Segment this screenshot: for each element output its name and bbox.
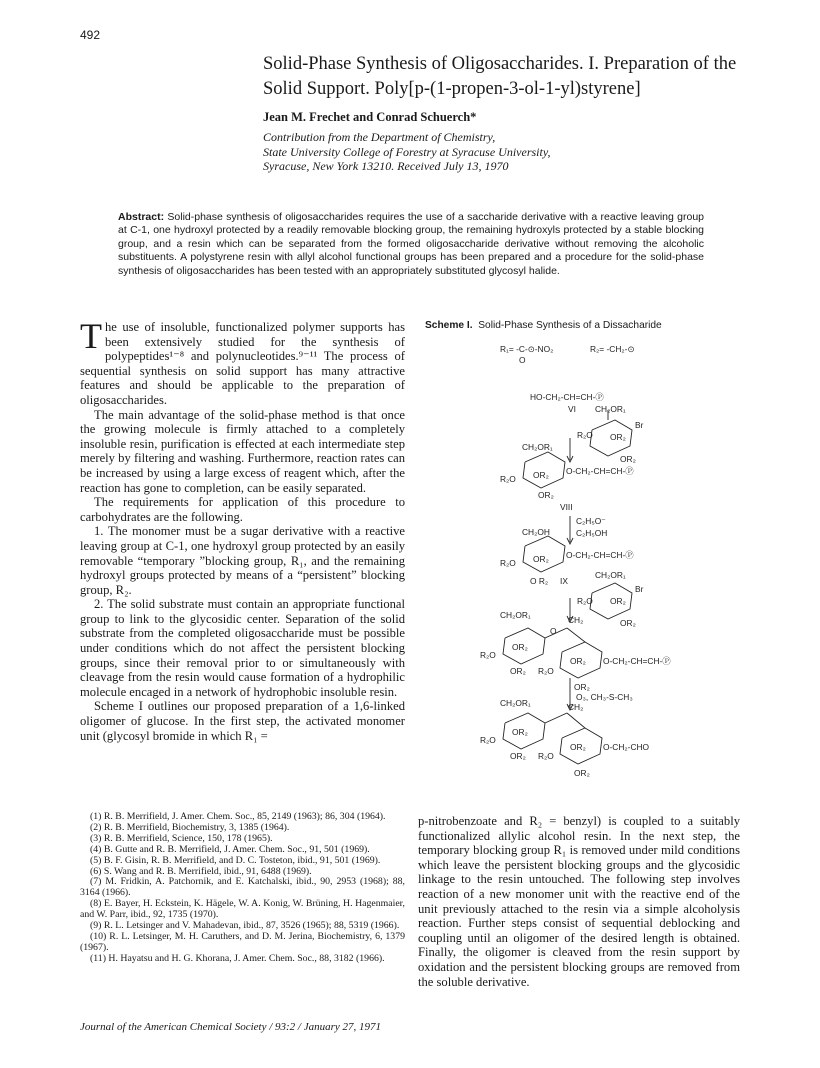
reference: (5) B. F. Gisin, R. B. Merrifield, and D. C. Tosteton, ibid., 91, 501 (1969). — [90, 854, 381, 866]
substituent: OR₂ — [574, 768, 590, 778]
substituent: OR₂ — [538, 490, 554, 500]
r1-definition: R₁= -C-⊙-NO₂ — [500, 344, 554, 354]
paragraph: 1. The monomer must be a sugar derivative with a reactive leaving group at C-1, one hydroxyl group protected by an easily removable “temporary ”blocking group, R₁, and the remaining hydroxyl groups protected by means of a “persistent” blocking group, R₂. — [80, 524, 405, 597]
substituent: OR₂ — [610, 596, 626, 606]
substituent: CH₂ — [568, 615, 584, 625]
substituent: OR₂ — [512, 727, 528, 737]
scheme-caption — [425, 320, 662, 331]
substituent: OR₂ — [512, 642, 528, 652]
substituent: R₂O — [500, 558, 516, 568]
paragraph — [80, 316, 405, 408]
reference: (4) B. Gutte and R. B. Merrifield, J. Amer. Chem. Soc., 91, 501 (1969). — [90, 843, 370, 855]
linker: O-CH₂-CH=CH-Ⓟ — [603, 656, 671, 666]
body-left-column — [80, 316, 405, 743]
glycosidic-o: O — [550, 626, 557, 636]
substituent: OR₂ — [620, 454, 636, 464]
article-title: Solid-Phase Synthesis of Oligosaccharides. I. Preparation of the Solid Support. Poly[p-(1-propen-3-ol-1-yl)styrene] — [263, 54, 737, 99]
paragraph-text: he use of insoluble, functionalized polymer supports has been extensively studied for the synthesis of polypeptides¹⁻⁸ and polynucleotides.⁹⁻¹¹ The process of sequential synthesis on solid support has many attractive features and should be applicable to the preparation of oligosaccharides. — [80, 320, 405, 407]
substituent: Br — [635, 584, 644, 594]
substituent: OR₂ — [610, 432, 626, 442]
paragraph: 2. The solid substrate must contain an appropriate functional group to link to the glycosidic center. Separation of the solid substrate from the completed oligosaccharide must be possible under conditions which do not affect the persistent blocking groups, since their removal prior to or simultaneously with cleavage from the resin would cause formation of a hydrophilic molecule encaged in a network of hydrophobic insoluble resin. — [80, 597, 405, 699]
paragraph: Scheme I outlines our proposed preparation of a 1,6-linked oligomer of glucose. In the first step, the activated monomer unit (glycosyl bromide in which R₁ = — [80, 699, 405, 743]
compound-label-ix: IX — [560, 576, 568, 586]
substituent: CH₂OH — [522, 527, 550, 537]
scheme-drawing — [470, 338, 750, 808]
substituent: R₂O — [538, 751, 554, 761]
substituent: OR₂ — [570, 742, 586, 752]
reaction-scheme — [470, 338, 750, 808]
compound-label-viii: VIII — [560, 502, 573, 512]
substituent: R₂O — [577, 430, 593, 440]
linker: O-CH₂-CH=CH-Ⓟ — [566, 550, 634, 560]
substituent: CH₂OR₁ — [595, 404, 626, 414]
resin-formula: HO-CH₂-CH=CH-Ⓟ — [530, 392, 604, 402]
authors: Jean M. Frechet and Conrad Schuerch* — [263, 110, 477, 124]
substituent: CH₂OR₁ — [595, 570, 626, 580]
reference: (1) R. B. Merrifield, J. Amer. Chem. Soc., 85, 2149 (1963); 86, 304 (1964). — [90, 811, 386, 822]
scheme-title-text: Solid-Phase Synthesis of a Dissacharide — [478, 320, 662, 331]
bond — [567, 713, 585, 728]
compound-label-vi: VI — [568, 404, 576, 414]
references — [80, 812, 405, 965]
substituent: R₂O — [480, 735, 496, 745]
paragraph: p-nitrobenzoate and R₂ = benzyl) is coupled to a suitably functionalized allylic alcohol resin. In the next step, the temporary blocking group R₁ is removed under mild conditions which leave the persistent blocking groups and the glycosidic linkage to the resin untouched. The following step involves reaction of a new monomer unit with the reactive end of the unit previously attached to the resin via a simple alcoholysis reaction. Further steps consist of sequential deblocking and coupling until an oligomer of the desired length is obtained. Finally, the oligomer is cleaved from the resin support by oxidation and the persistent blocking groups are removed from the soluble derivative. — [418, 814, 740, 989]
abstract — [118, 211, 704, 278]
paragraph: The main advantage of the solid-phase method is that once the growing molecule is firmly attached to a completely insoluble resin, purification is effected at each intermediate step merely by filtering and washing. Furthermore, reaction rates can be increased by using a large excess of reagent which, after the reaction has gone to completion, can be easily separated. — [80, 407, 405, 495]
drop-cap: T — [80, 316, 102, 356]
reference: (10) R. L. Letsinger, M. H. Caruthers, and D. M. Jerina, Biochemistry, 6, 1379 (1967). — [80, 930, 405, 953]
abstract-label: Abstract: — [118, 211, 165, 223]
substituent: OR₂ — [570, 656, 586, 666]
substituent: CH₂ — [568, 702, 584, 712]
r2-definition: R₂= -CH₂-⊙ — [590, 344, 635, 354]
substituent: OR₂ — [620, 618, 636, 628]
affiliation — [263, 130, 551, 174]
scheme-label: Scheme I. — [425, 320, 473, 331]
substituent: CH₂OR₁ — [500, 698, 531, 708]
affiliation-line: Syracuse, New York 13210. Received July 13, 1970 — [263, 159, 509, 173]
reagent: O₃, CH₃-S-CH₃ — [576, 692, 633, 702]
page-number: 492 — [80, 28, 101, 42]
substituent: R₂O — [577, 596, 593, 606]
reagent: C₂H₅O⁻ — [576, 516, 606, 526]
reference: (2) R. B. Merrifield, Biochemistry, 3, 1385 (1964). — [90, 821, 290, 833]
linker: O-CH₂-CHO — [603, 742, 650, 752]
substituent: OR₂ — [574, 682, 590, 692]
reference: (8) E. Bayer, H. Eckstein, K. Hägele, W. A. Konig, W. Brüning, H. Hagenmaier, and W. Parr, ibid., 92, 1735 (1970). — [80, 898, 405, 921]
substituent: R₂O — [480, 650, 496, 660]
carbonyl-o: O — [519, 355, 526, 365]
bond — [567, 628, 585, 642]
affiliation-line: Contribution from the Department of Chemistry, — [263, 130, 496, 144]
substituent: OR₂ — [510, 666, 526, 676]
reference: (6) S. Wang and R. B. Merrifield, ibid., 91, 6488 (1969). — [90, 865, 312, 877]
affiliation-line: State University College of Forestry at Syracuse University, — [263, 144, 551, 159]
reference: (11) H. Hayatsu and H. G. Khorana, J. Amer. Chem. Soc., 88, 3182 (1966). — [90, 952, 385, 964]
substituent: R₂O — [538, 666, 554, 676]
substituent: OR₂ — [533, 554, 549, 564]
reference: (9) R. L. Letsinger and V. Mahadevan, ibid., 87, 3526 (1965); 88, 5319 (1966). — [90, 920, 400, 932]
substituent: CH₂OR₁ — [500, 610, 531, 620]
body-right-column — [418, 814, 740, 989]
abstract-text: Solid-phase synthesis of oligosaccharides requires the use of a saccharide derivative with a reactive leaving group at C-1, one hydroxyl protected by a readily removable blocking group, the remaining hydroxyls protected by a stable blocking group, and a resin which can be separated from the formed oligosaccharide derivative without removing the alcoholic substituents. A polystyrene resin with allyl alcohol functional groups has been prepared and a procedure for the solid-phase synthesis of oligosaccharides has been tested with an appropriately substituted glycosyl halide. — [118, 211, 704, 277]
substituent: O R₂ — [530, 576, 549, 586]
reference: (7) M. Fridkin, A. Patchornik, and E. Katchalski, ibid., 90, 2953 (1968); 88, 3164 (1966). — [80, 876, 405, 899]
linker: O-CH₂-CH=CH-Ⓟ — [566, 466, 634, 476]
substituent: Br — [635, 420, 644, 430]
paragraph: The requirements for application of this procedure to carbohydrates are the following. — [80, 495, 405, 524]
journal-footer: Journal of the American Chemical Society / 93:2 / January 27, 1971 — [80, 1021, 382, 1033]
substituent: CH₂OR₁ — [522, 442, 553, 452]
substituent: OR₂ — [510, 751, 526, 761]
bond — [545, 713, 567, 723]
substituent: R₂O — [500, 474, 516, 484]
reagent: C₂H₅OH — [576, 528, 608, 538]
reference: (3) R. B. Merrifield, Science, 150, 178 (1965). — [90, 832, 273, 844]
substituent: OR₂ — [533, 470, 549, 480]
